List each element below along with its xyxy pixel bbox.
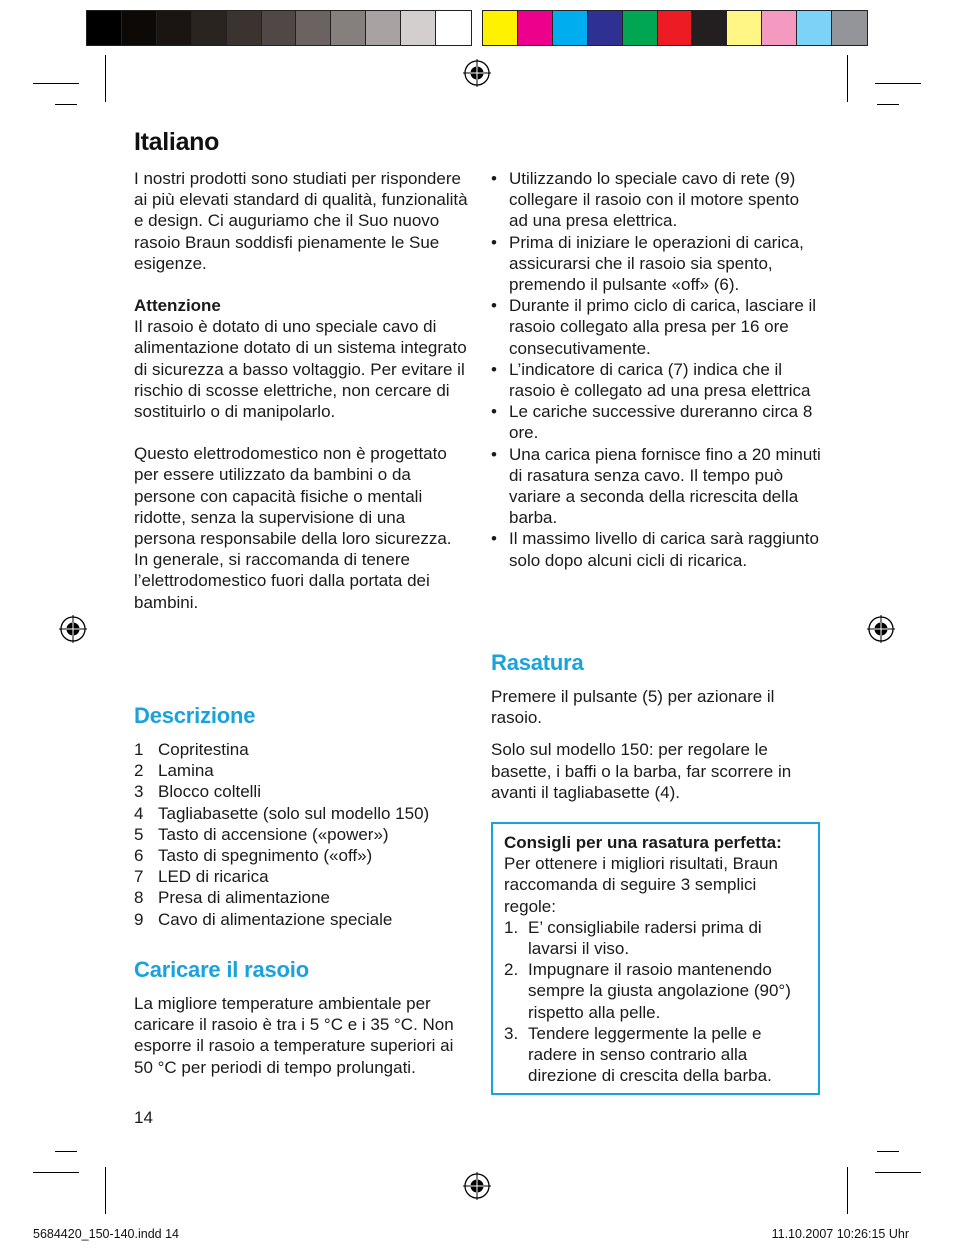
footer-timestamp: 11.10.2007 10:26:15 Uhr [771,1227,909,1241]
item-number: 6 [134,846,144,866]
item-number: 5 [134,824,144,844]
registration-mark-icon [463,1172,491,1200]
color-swatch [87,11,122,45]
item-label: Tagliabasette (solo sul modello 150) [158,803,430,823]
item-number: 3 [134,782,144,802]
crop-mark [55,104,77,105]
list-item: • Una carica piena fornisce fino a 20 minuti di rasatura senza cavo. Il tempo può variare a seconda della ricrescita della barba. [491,444,821,529]
tips-box [491,822,820,1095]
registration-mark-icon [463,59,491,87]
color-swatch [192,11,227,45]
section-heading-rasatura: Rasatura [491,650,584,675]
trimmer-paragraph: Solo sul modello 150: per regolare le basette, i baffi o la barba, far scorrere in avanti il tagliabasette (4). [491,740,792,802]
item-number: 9 [134,909,144,929]
color-swatch [122,11,157,45]
item-label: Presa di alimentazione [158,888,330,908]
list-item: • Utilizzando lo speciale cavo di rete (9) collegare il rasoio con il motore spento ad una presa elettrica. [491,168,821,232]
list-item [504,917,808,959]
list-item [134,866,469,887]
color-swatch [262,11,297,45]
color-swatch [588,11,623,45]
list-item: • Le cariche successive dureranno circa 8 ore. [491,401,821,443]
tips-intro: Per ottenere i migliori risultati, Braun raccomanda di seguire 3 semplici regole: [504,854,779,916]
tips-heading: Consigli per una rasatura perfetta: [504,833,782,852]
charging-bullet-list [491,168,821,571]
process-color-bar [482,10,868,46]
item-number: 7 [134,867,144,887]
registration-mark-icon [59,615,87,643]
page-number: 14 [134,1108,153,1127]
crop-mark [877,1151,899,1152]
crop-mark [33,83,79,84]
shaving-section [491,686,821,803]
color-swatch [692,11,727,45]
children-warning-paragraph: Questo elettrodomestico non è progettato per essere utilizzato da bambini o da persone con capacità fisiche o mentali ridotte, senza la supervisione di una persona responsabile della loro sicurezza. In generale, si raccomanda di tenere l’elettrodomestico fuori dalla portata dei bambini. [134,444,452,612]
attention-paragraph: Il rasoio è dotato di uno speciale cavo di alimentazione dotato di un sistema integrato di sicurezza a basso voltaggio. Per evitare il rischio di scosse elettriche, non cercare di sostituirlo o di manipolarlo. [134,317,467,422]
list-item [134,803,469,824]
list-item [134,739,469,760]
color-swatch [623,11,658,45]
item-number: 1 [134,740,144,759]
crop-mark [875,1172,921,1173]
page-title: Italiano [134,128,220,156]
item-number: 3. [504,1023,519,1043]
color-swatch [658,11,693,45]
crop-mark [105,55,106,102]
list-item [504,959,808,1023]
crop-mark [875,83,921,84]
color-swatch [157,11,192,45]
color-swatch [227,11,262,45]
item-number: 2 [134,761,144,781]
color-swatch [727,11,762,45]
list-item [134,909,469,930]
color-swatch [366,11,401,45]
grayscale-color-bar [86,10,472,46]
color-swatch [483,11,518,45]
tips-list [504,917,808,1087]
intro-paragraph: I nostri prodotti sono studiati per rispondere ai più elevati standard di qualità, funzionalità e design. Ci auguriamo che il Suo nuovo rasoio Braun soddisfi pienamente le Sue esigenze. [134,169,468,273]
item-text: Tendere leggermente la pelle e radere in senso contrario alla direzione di crescita della barba. [528,1023,772,1086]
item-label: Lamina [158,761,214,781]
color-swatch [762,11,797,45]
list-item: • Prima di iniziare le operazioni di carica, assicurarsi che il rasoio sia spento, premendo il pulsante «off» (6). [491,232,821,296]
item-number: 1. [504,917,519,937]
item-number: 8 [134,888,144,908]
crop-mark [877,104,899,105]
item-label: Cavo di alimentazione speciale [158,909,393,929]
crop-mark [847,1167,848,1214]
color-swatch [832,11,867,45]
item-text: E’ consigliabile radersi prima di lavarsi il viso. [528,917,762,959]
list-item: • Il massimo livello di carica sarà raggiunto solo dopo alcuni cicli di ricarica. [491,528,821,570]
footer-file-info: 5684420_150-140.indd 14 [33,1227,179,1241]
list-item: • L’indicatore di carica (7) indica che il rasoio è collegato ad una presa elettrica [491,359,821,401]
color-swatch [401,11,436,45]
item-label: Blocco coltelli [158,782,261,802]
charging-paragraph: La migliore temperature ambientale per caricare il rasoio è tra i 5 °C e i 35 °C. Non esporre il rasoio a temperature superiori ai 50 °C per periodi di tempo prolungati. [134,994,454,1077]
color-swatch [518,11,553,45]
crop-mark [847,55,848,102]
crop-mark [33,1172,79,1173]
color-swatch [553,11,588,45]
item-number: 2. [504,960,519,980]
color-swatch [797,11,832,45]
color-swatch [436,11,471,45]
item-number: 4 [134,803,144,823]
description-list [134,739,469,930]
list-item [134,781,469,802]
section-heading-descrizione: Descrizione [134,703,256,728]
list-item [134,760,469,781]
registration-mark-icon [867,615,895,643]
color-swatch [331,11,366,45]
item-label: LED di ricarica [158,867,269,887]
section-heading-caricare: Caricare il rasoio [134,957,309,982]
shaving-paragraph: Premere il pulsante (5) per azionare il rasoio. [491,687,775,728]
item-text: Impugnare il rasoio mantenendo sempre la giusta angolazione (90°) rispetto alla pelle. [528,960,791,1022]
list-item [134,845,469,866]
crop-mark [105,1167,106,1214]
crop-mark [55,1151,77,1152]
color-swatch [296,11,331,45]
attention-heading: Attenzione [134,296,221,316]
list-item: • Durante il primo ciclo di carica, lasciare il rasoio collegato alla presa per 16 ore consecutivamente. [491,295,821,359]
item-label: Tasto di spegnimento («off») [158,846,373,866]
list-item [134,887,469,908]
list-item [504,1023,808,1087]
left-column [134,168,469,613]
list-item [134,824,469,845]
item-label: Copritestina [158,740,249,759]
item-label: Tasto di accensione («power») [158,824,389,844]
